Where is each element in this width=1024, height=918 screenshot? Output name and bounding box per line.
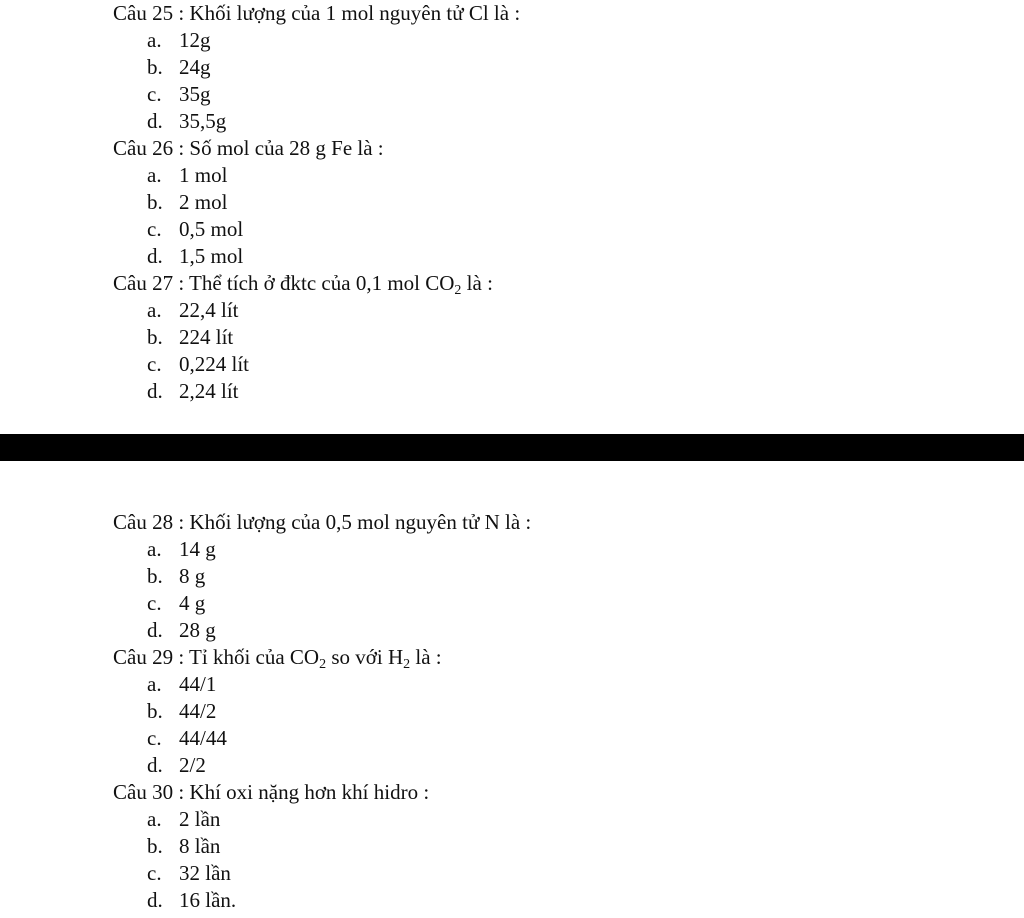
option-letter: b. — [147, 325, 163, 349]
answer-option — [0, 162, 1024, 189]
option-letter: b. — [147, 190, 163, 214]
answer-option — [0, 887, 1024, 914]
question-title-text: Câu 29 : Tỉ khối của CO — [113, 645, 320, 669]
answer-option — [0, 536, 1024, 563]
answer-option — [0, 752, 1024, 779]
question-title — [113, 270, 1024, 297]
option-letter: d. — [147, 888, 163, 912]
question-title-text: Câu 27 : Thể tích ở đktc của 0,1 mol CO — [113, 271, 455, 295]
option-text: 28 g — [179, 618, 216, 642]
question-title-text: là : — [410, 645, 442, 669]
option-text: 44/44 — [179, 726, 227, 750]
answer-option — [0, 671, 1024, 698]
answer-option — [0, 698, 1024, 725]
question-28 — [0, 509, 1024, 644]
option-letter: d. — [147, 753, 163, 777]
option-text: 8 lần — [179, 834, 221, 858]
option-letter: a. — [147, 163, 162, 187]
option-text: 44/2 — [179, 699, 217, 723]
answer-option — [0, 324, 1024, 351]
option-text: 16 lần. — [179, 888, 237, 912]
answer-option — [0, 590, 1024, 617]
question-27 — [0, 270, 1024, 405]
option-text: 224 lít — [179, 325, 234, 349]
question-title — [113, 509, 1024, 536]
option-text: 8 g — [179, 564, 206, 588]
subscript: 2 — [454, 283, 462, 298]
answer-option — [0, 351, 1024, 378]
answer-option — [0, 27, 1024, 54]
answer-option — [0, 108, 1024, 135]
option-letter: b. — [147, 55, 163, 79]
question-title — [113, 779, 1024, 806]
option-letter: c. — [147, 591, 162, 615]
question-title — [113, 135, 1024, 162]
option-letter: d. — [147, 109, 163, 133]
option-text: 1 mol — [179, 163, 228, 187]
option-text: 2 lần — [179, 807, 221, 831]
question-title-text: so với H — [326, 645, 404, 669]
question-29 — [0, 644, 1024, 779]
question-title-text: Câu 28 : Khối lượng của 0,5 mol nguyên tử N là : — [113, 510, 532, 534]
question-title-text: Câu 30 : Khí oxi nặng hơn khí hidro : — [113, 780, 430, 804]
answer-option — [0, 617, 1024, 644]
option-text: 35g — [179, 82, 211, 106]
question-26 — [0, 135, 1024, 270]
quiz-section-bottom — [0, 509, 1024, 914]
answer-option — [0, 189, 1024, 216]
question-25 — [0, 0, 1024, 135]
answer-option — [0, 806, 1024, 833]
question-title-text: Câu 25 : Khối lượng của 1 mol nguyên tử Cl là : — [113, 1, 521, 25]
option-text: 2/2 — [179, 753, 206, 777]
answer-option — [0, 725, 1024, 752]
option-letter: d. — [147, 618, 163, 642]
answer-option — [0, 243, 1024, 270]
answer-option — [0, 297, 1024, 324]
answer-option — [0, 54, 1024, 81]
option-letter: a. — [147, 807, 162, 831]
option-text: 12g — [179, 28, 211, 52]
option-letter: c. — [147, 352, 162, 376]
option-letter: d. — [147, 379, 163, 403]
question-title — [113, 644, 1024, 671]
option-letter: b. — [147, 564, 163, 588]
option-letter: a. — [147, 298, 162, 322]
option-text: 1,5 mol — [179, 244, 244, 268]
quiz-section-top — [0, 0, 1024, 405]
option-letter: c. — [147, 217, 162, 241]
answer-option — [0, 378, 1024, 405]
answer-option — [0, 833, 1024, 860]
option-letter: b. — [147, 699, 163, 723]
option-text: 14 g — [179, 537, 216, 561]
subscript: 2 — [403, 657, 411, 672]
option-text: 2,24 lít — [179, 379, 239, 403]
option-text: 0,224 lít — [179, 352, 250, 376]
option-letter: b. — [147, 834, 163, 858]
option-text: 35,5g — [179, 109, 227, 133]
option-text: 44/1 — [179, 672, 217, 696]
option-text: 2 mol — [179, 190, 228, 214]
option-letter: a. — [147, 28, 162, 52]
answer-option — [0, 563, 1024, 590]
option-letter: d. — [147, 244, 163, 268]
option-text: 0,5 mol — [179, 217, 244, 241]
page-divider — [0, 434, 1024, 461]
question-title-text: là : — [461, 271, 493, 295]
question-title — [113, 0, 1024, 27]
option-letter: c. — [147, 726, 162, 750]
option-text: 4 g — [179, 591, 206, 615]
answer-option — [0, 860, 1024, 887]
option-letter: c. — [147, 82, 162, 106]
answer-option — [0, 81, 1024, 108]
question-title-text: Câu 26 : Số mol của 28 g Fe là : — [113, 136, 384, 160]
question-30 — [0, 779, 1024, 914]
subscript: 2 — [319, 657, 327, 672]
option-letter: a. — [147, 672, 162, 696]
option-letter: c. — [147, 861, 162, 885]
option-text: 32 lần — [179, 861, 231, 885]
option-text: 24g — [179, 55, 211, 79]
option-text: 22,4 lít — [179, 298, 239, 322]
answer-option — [0, 216, 1024, 243]
option-letter: a. — [147, 537, 162, 561]
